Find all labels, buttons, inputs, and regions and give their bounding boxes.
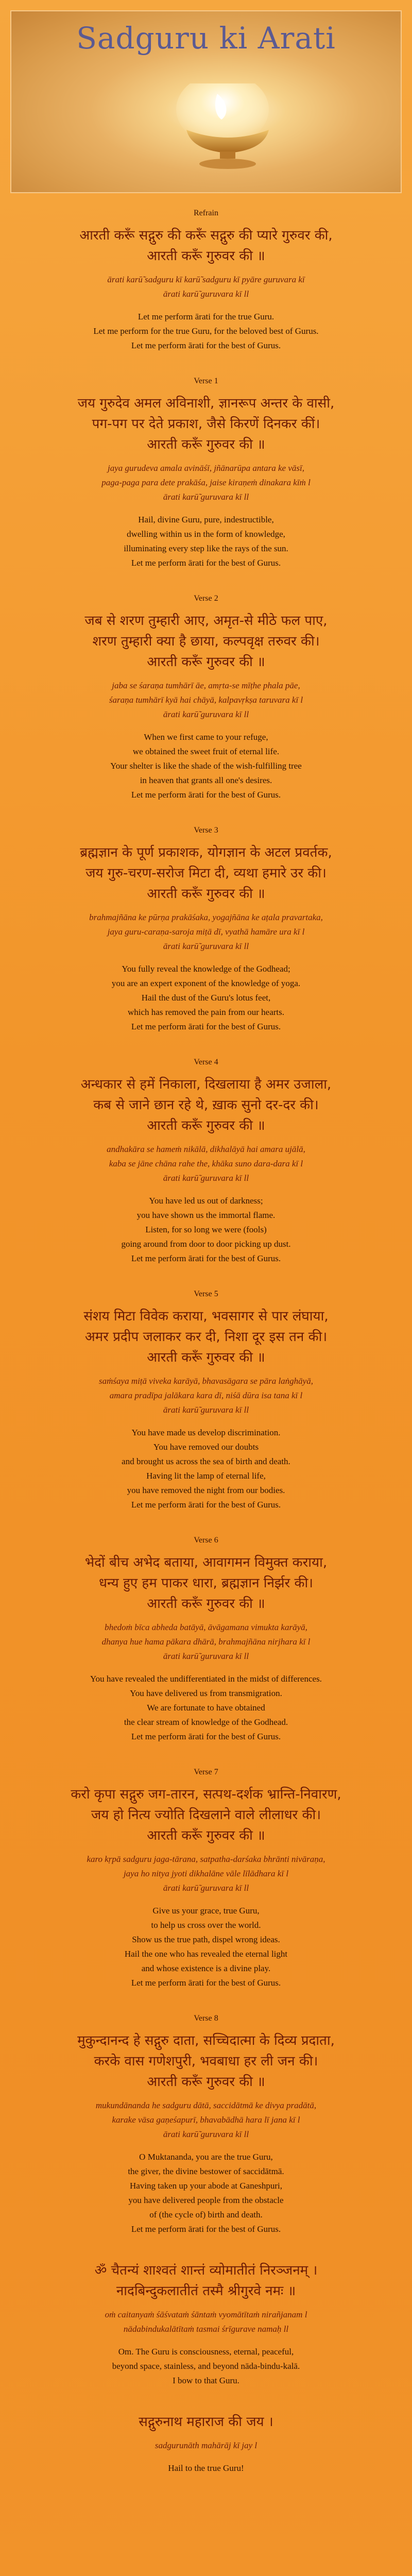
devanagari-text: भेदों बीच अभेद बताया, आवागमन विमुक्त कराया, धन्य हुए हम पाकर धारा, ब्रह्मज्ञान निर्झर की। आरती करूँ गुरुवर की ॥ <box>84 1555 328 1612</box>
english-translation: Hail, divine Guru, pure, indestructible, dwelling within us in the form of knowledge, illuminating every step like the rays of the sun. Let me perform ārati for the best of Gurus. <box>124 515 288 568</box>
english-translation: Hail to the true Guru! <box>168 2463 244 2473</box>
english-translation: Om. The Guru is consciousness, eternal, peaceful, beyond space, stainless, and beyond nāda-bindu-kalā. I bow to that Guru. <box>112 2347 300 2385</box>
devanagari-text: ॐ चैतन्यं शाश्वतं शान्तं व्योमातीतं निरञ्जनम् । नादबिन्दुकलातीतं तस्मै श्रीगुरवे नमः ॥ <box>94 2263 318 2299</box>
section-title: Verse 7 <box>194 1768 218 1776</box>
transliteration-text: andhakāra se hameṁ nikālā, dikhalāyā hai amara ujālā, kaba se jāne chāna rahe the, khāka suno dara-dara kī l ārati karū̃ guruvara kī ll <box>107 1144 305 1183</box>
devanagari-text: सद्गुरुनाथ महाराज की जय । <box>139 2414 273 2430</box>
english-translation: You fully reveal the knowledge of the Godhead; you are an expert exponent of the knowledge of yoga. Hail the dust of the Guru's lotus feet, which has removed the pain from our hearts. Let me perform ārati for the best of Gurus. <box>111 964 301 1031</box>
transliteration-text: mukundānanda he sadguru dātā, saccidātmā ke divya pradātā, karake vāsa gaṇeśapurī, bhavabādhā hara lī jana kī l ārati karū̃ guruvara kī ll <box>95 2100 317 2139</box>
refrain-section <box>21 209 391 353</box>
english-translation: Let me perform ārati for the true Guru. Let me perform for the true Guru, for the beloved best of Gurus. Let me perform ārati for the best of Gurus. <box>93 312 319 350</box>
english-translation: O Muktananda, you are the true Guru, the giver, the divine bestower of saccidātmā. Having taken up your abode at Ganeshpuri, you have delivered people from the obstacle of (the cycle of) birth and death. Let me perform ārati for the best of Gurus. <box>128 2152 284 2234</box>
section-title: Refrain <box>194 209 218 217</box>
verse-4-section <box>21 1058 391 1266</box>
english-translation: You have made us develop discrimination. You have removed our doubts and brought us across the sea of birth and death. Having lit the lamp of eternal life, you have removed the night from our bodies. Let me perform ārati for the best of Gurus. <box>122 1428 290 1510</box>
english-translation: You have revealed the undifferentiated in the midst of differences. You have delivered us from transmigration. We are fortunate to have obtained the clear stream of knowledge of the Godhead. Let me perform ārati for the best of Gurus. <box>90 1674 322 1741</box>
section-title: Verse 8 <box>194 2014 218 2023</box>
devanagari-text: ब्रह्मज्ञान के पूर्ण प्रकाशक, योगज्ञान के अटल प्रवर्तक, जय गुरु-चरण-सरोज मिटा दी, व्यथा हमारे उर की। आरती करूँ गुरुवर की ॥ <box>80 845 332 902</box>
transliteration-text: ārati karū̃ sadguru kī karū̃ sadguru kī pyāre guruvara kī ārati karū̃ guruvara kī ll <box>107 275 305 299</box>
verse-7-section <box>21 1768 391 1990</box>
devanagari-text: संशय मिटा विवेक कराया, भवसागर से पार लंघाया, अमर प्रदीप जलाकर कर दी, निशा दूर इस तन की। आरती करूँ गुरुवर की ॥ <box>83 1309 329 1365</box>
devanagari-text: करो कृपा सद्गुरु जग-तारन, सत्पथ-दर्शक भ्रान्ति-निवारण, जय हो नित्य ज्योति दिखलाने वाले लीलाधर की। आरती करूँ गुरुवर की ॥ <box>71 1787 341 1843</box>
transliteration-text: jaya gurudeva amala avināśī, jñānarūpa antara ke vāsī, paga-paga para dete prakāśa, jaise kiraṇeṁ dinakara kīṁ l ārati karū̃ guruvara kī ll <box>101 463 311 502</box>
transliteration-text: saṁśaya miṭā viveka karāyā, bhavasāgara se pāra laṅghāyā, amara pradīpa jalākara kara dī, niśā dūra isa tana kī l ārati karū̃ guruvara kī ll <box>99 1376 313 1415</box>
section-title: Verse 4 <box>194 1058 218 1066</box>
header-banner <box>10 10 402 193</box>
devanagari-text: आरती करूँ सद्गुरु की करूँ सद्गुरु की प्यारे गुरुवर की, आरती करूँ गुरुवर की ॥ <box>79 228 333 264</box>
oil-lamp-icon <box>166 83 289 171</box>
english-translation: You have led us out of darkness; you have shown us the immortal flame. Listen, for so long we were (fools) going around from door to door picking up dust. Let me perform ārati for the best of Gurus. <box>121 1196 291 1263</box>
devanagari-text: जय गुरुदेव अमल अविनाशी, ज्ञानरूप अन्तर के वासी, पग-पग पर देते प्रकाश, जैसे किरणें दिनकर कीं। आरती करूँ गुरुवर की ॥ <box>77 396 335 452</box>
transliteration-text: bhedoṁ bīca abheda batāyā, āvāgamana vimukta karāyā, dhanya hue hama pākara dhārā, brahmajñāna nirjhara kī l ārati karū̃ guruvara kī ll <box>101 1622 311 1661</box>
devanagari-text: मुकुन्दानन्द हे सद्गुरु दाता, सच्चिदात्मा के दिव्य प्रदाता, करके वास गणेशपुरी, भवबाधा हर ली जन की। आरती करूँ गुरुवर की ॥ <box>77 2033 335 2090</box>
transliteration-text: sadgurunāth mahārāj kī jay l <box>154 2441 258 2450</box>
verse-8-section <box>21 2014 391 2236</box>
verse-6-section <box>21 1536 391 1744</box>
devanagari-text: जब से शरण तुम्हारी आए, अमृत-से मीठे फल पाए, शरण तुम्हारी क्या है छाया, कल्पवृक्ष तरुवर की। आरती करूँ गुरुवर की ॥ <box>84 613 328 670</box>
verse-2-section <box>21 594 391 802</box>
arati-text <box>0 209 412 2499</box>
page-title: Sadguru ki Arati <box>76 21 336 56</box>
section-title: Verse 5 <box>194 1290 218 1298</box>
english-translation: When we first came to your refuge, we obtained the sweet fruit of eternal life. Your shelter is like the shade of the wish-fulfilling tree in heaven that grants all one's desires. Let me perform ārati for the best of Gurus. <box>110 732 302 800</box>
transliteration-text: karo kṛpā sadguru jaga-tārana, satpatha-darśaka bhrānti nivāraṇa, jaya ho nitya jyoti dikhalāne vāle līlādhara kī l ārati karū̃ guruvara kī ll <box>87 1854 325 1893</box>
verse-5-section <box>21 1290 391 1512</box>
english-translation: Give us your grace, true Guru, to help us cross over the world. Show us the true path, dispel wrong ideas. Hail the one who has revealed the eternal light and whose existence is a divine play. Let me perform ārati for the best of Gurus. <box>124 1906 288 1988</box>
devanagari-text: अन्धकार से हमें निकाला, दिखलाया है अमर उजाला, कब से जाने छान रहे थे, ख़ाक सुनो दर-दर की। आरती करूँ गुरुवर की ॥ <box>80 1077 332 1133</box>
verse-1-section <box>21 377 391 570</box>
transliteration-text: brahmajñāna ke pūrṇa prakāśaka, yogajñāna ke aṭala pravartaka, jaya guru-caraṇa-saroja miṭā dī, vyathā hamāre ura kī l ārati karū̃ guruvara kī ll <box>89 912 323 951</box>
section-title: Verse 2 <box>194 594 218 603</box>
transliteration-text: jaba se śaraṇa tumhārī āe, amṛta-se mīṭhe phala pāe, śaraṇa tumhārī kyā hai chāyā, kalpavṛkṣa taruvara kī l ārati karū̃ guruvara kī ll <box>109 681 303 719</box>
closing-section <box>21 2412 391 2476</box>
section-title: Verse 3 <box>194 826 218 835</box>
verse-3-section <box>21 826 391 1034</box>
guru-mantra-section <box>21 2260 391 2388</box>
section-title: Verse 6 <box>194 1536 218 1545</box>
section-title: Verse 1 <box>194 377 218 385</box>
transliteration-text: oṁ caitanyaṁ śāśvataṁ śāntaṁ vyomātītaṁ nirañjanam l nādabindukalātītaṁ tasmai śrīgurave namaḥ ll <box>105 2310 307 2334</box>
